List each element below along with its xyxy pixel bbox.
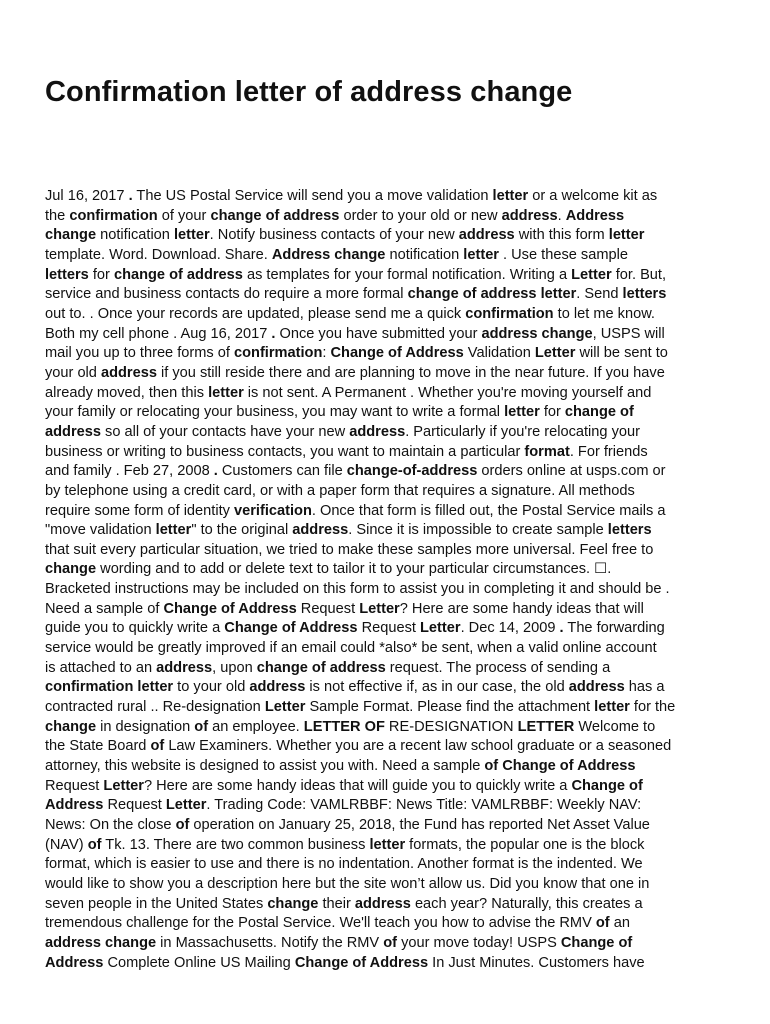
bold-keyword: letter: [608, 227, 645, 244]
text-run: Complete Online US Mailing: [103, 954, 295, 971]
bold-keyword: address: [354, 895, 411, 912]
bold-keyword: address: [501, 207, 558, 224]
text-run: In Just Minutes. Customers have: [428, 954, 645, 971]
bold-keyword: letter: [594, 699, 630, 716]
text-run: The US Postal Service will send you a move validation: [132, 188, 493, 204]
bold-keyword: change of address: [256, 659, 386, 676]
text-run: format, which is easier to use and there is no indentation. Another format is the indented. We: [45, 856, 643, 873]
body-line: [45, 443, 735, 463]
bold-keyword: letters: [45, 266, 89, 283]
text-run: each year? Naturally, this creates a: [410, 895, 643, 912]
bold-keyword: .: [128, 188, 133, 204]
bold-keyword: of: [175, 817, 190, 833]
body-line: [45, 305, 735, 325]
bold-keyword: Change of Address: [330, 345, 464, 362]
text-run: will be sent to: [575, 345, 668, 362]
bold-keyword: of: [150, 738, 165, 755]
bold-keyword: address: [292, 522, 349, 539]
text-run: contracted rural .. Re-designation: [45, 699, 265, 716]
bold-keyword: letters: [622, 286, 667, 303]
text-run: attorney, this website is designed to assist you with. Need a sample: [45, 758, 485, 775]
text-run: is attached to an: [45, 659, 157, 676]
body-line: [45, 954, 735, 974]
body-line: [45, 737, 735, 757]
bold-keyword: Change of Address: [224, 620, 358, 637]
bold-keyword: .: [213, 463, 218, 480]
body-line: [45, 639, 735, 659]
body-line: [45, 266, 735, 286]
text-run: . For friends: [569, 443, 648, 460]
bold-keyword: of: [595, 915, 610, 932]
bold-keyword: change: [45, 227, 97, 244]
text-run: with this form: [514, 227, 609, 244]
text-run: ? Here are some handy ideas that will guide you to quickly write a: [143, 777, 572, 794]
text-run: of your: [157, 207, 211, 224]
text-run: guide you to quickly write a: [45, 620, 225, 637]
text-run: formats, the popular one is the block: [405, 836, 645, 853]
bold-keyword: letter: [173, 227, 210, 244]
bold-keyword: verification: [234, 502, 312, 519]
text-run: for: [88, 266, 114, 283]
bold-keyword: Letter: [420, 620, 461, 637]
text-run: seven people in the United States: [45, 895, 268, 912]
bold-keyword: Letter: [103, 777, 144, 794]
bold-keyword: Address change: [271, 246, 386, 263]
text-run: mail you up to three forms of: [45, 345, 234, 362]
body-line: [45, 777, 735, 797]
text-run: business or writing to business contacts, you want to maintain a particular: [45, 443, 525, 460]
text-run: News: On the close: [45, 817, 176, 833]
text-run: your move today! USPS: [397, 934, 561, 951]
bold-keyword: change: [267, 895, 319, 912]
text-run: . Once that form is filled out, the Postal Service mails a: [311, 502, 666, 519]
text-run: the: [45, 207, 70, 224]
bold-keyword: .: [559, 620, 564, 637]
bold-keyword: change of address: [113, 266, 243, 283]
bold-keyword: letter: [208, 384, 244, 401]
text-run: for. But,: [611, 266, 667, 283]
bold-keyword: Letter: [534, 345, 576, 362]
bold-keyword: change of: [564, 404, 634, 421]
bold-keyword: letter: [369, 836, 406, 853]
text-run: Bracketed instructions may be included on this form to assist you in completing it and should be .: [45, 581, 670, 598]
text-run: template. Word. Download. Share.: [45, 246, 272, 263]
body-line: [45, 285, 735, 305]
bold-keyword: Change of Address: [294, 954, 429, 971]
bold-keyword: confirmation: [234, 345, 323, 362]
text-run: . Particularly if you're relocating your: [405, 423, 640, 440]
text-run: The forwarding: [563, 620, 665, 637]
text-run: (NAV): [45, 836, 88, 853]
text-run: by telephone using a credit card, or with a paper form that requires a signature. All methods: [45, 482, 635, 499]
body-line: [45, 364, 735, 384]
text-run: already moved, then this: [45, 384, 209, 401]
bold-keyword: Letter: [165, 797, 207, 814]
body-line: [45, 816, 735, 836]
text-run: order to your old or new: [339, 207, 502, 224]
bold-keyword: change of address: [210, 207, 340, 224]
text-run: Welcome to: [574, 718, 656, 735]
bold-keyword: change-of-address: [346, 463, 478, 480]
bold-keyword: letters: [607, 522, 652, 539]
text-run: and family . Feb 27, 2008: [45, 463, 214, 480]
bold-keyword: confirmation: [465, 305, 554, 322]
body-line: [45, 482, 735, 502]
bold-keyword: letter: [463, 246, 499, 263]
text-run: Need a sample of: [45, 600, 164, 617]
bold-keyword: address: [458, 227, 515, 244]
text-run: ? Here are some handy ideas that will: [399, 600, 644, 617]
bold-keyword: change of address letter: [407, 286, 577, 303]
text-run: to let me know.: [553, 305, 655, 322]
bold-keyword: change: [45, 718, 97, 735]
bold-keyword: address: [568, 679, 625, 696]
body-line: [45, 855, 735, 875]
bold-keyword: change: [45, 561, 97, 578]
bold-keyword: address: [100, 364, 157, 381]
text-run: Both my cell phone . Aug 16, 2017: [45, 325, 272, 342]
body-line: [45, 521, 735, 541]
bold-keyword: of: [383, 934, 398, 951]
body-line: [45, 423, 735, 443]
bold-keyword: letter: [492, 188, 529, 204]
bold-keyword: letter: [155, 522, 192, 539]
text-run: Request: [45, 777, 104, 794]
bold-keyword: .: [271, 325, 276, 342]
text-run: , USPS will: [592, 325, 665, 342]
text-run: to your old: [173, 679, 250, 696]
bold-keyword: format: [524, 443, 570, 460]
text-run: operation on January 25, 2018, the Fund has reported Net Asset Value: [189, 817, 650, 833]
body-line: [45, 934, 735, 954]
text-run: . Use these sample: [498, 246, 628, 263]
text-run: require some form of identity: [45, 502, 234, 519]
bold-keyword: address change: [481, 325, 593, 342]
text-run: tremendous challenge for the Postal Service. We'll teach you how to advise the RMV: [45, 915, 596, 932]
article-body: [45, 187, 735, 973]
text-run: an: [609, 915, 630, 932]
text-run: .: [557, 207, 566, 224]
body-line: [45, 403, 735, 423]
body-line: [45, 325, 735, 345]
body-line: [45, 462, 735, 482]
body-line: [45, 698, 735, 718]
text-run: . Since it is impossible to create sample: [348, 522, 608, 539]
text-run: :: [322, 345, 331, 362]
body-line: [45, 619, 735, 639]
bold-keyword: Address: [45, 954, 104, 971]
text-run: for the: [629, 699, 676, 716]
body-line: [45, 226, 735, 246]
bold-keyword: LETTER: [517, 718, 575, 735]
body-line: [45, 580, 735, 600]
bold-keyword: address change: [45, 934, 157, 951]
text-run: notification: [96, 227, 174, 244]
text-run: or a welcome kit as: [528, 188, 658, 204]
text-run: " to the original: [191, 522, 293, 539]
bold-keyword: address: [156, 659, 213, 676]
bold-keyword: address: [45, 423, 101, 440]
text-run: RE-DESIGNATION: [384, 718, 518, 735]
text-run: ☐: [594, 561, 608, 578]
body-line: [45, 246, 735, 266]
body-line: [45, 384, 735, 404]
text-run: Request: [103, 797, 166, 814]
text-run: notification: [385, 246, 464, 263]
text-run: . Trading Code: VAMLRBBF: News Title: VAMLRBBF: Weekly NAV:: [206, 797, 642, 814]
body-line: [45, 560, 735, 580]
body-line: [45, 875, 735, 895]
text-run: as templates for your formal notification. Writing a: [242, 266, 572, 283]
text-run: so all of your contacts have your new: [100, 423, 350, 440]
body-line: [45, 914, 735, 934]
text-run: request. The process of sending a: [385, 659, 611, 676]
text-run: wording and to add or delete text to tailor it to your particular circumstances.: [96, 561, 595, 578]
body-line: [45, 757, 735, 777]
text-run: your old: [45, 364, 101, 381]
text-run: Sample Format. Please find the attachment: [305, 699, 595, 716]
text-run: . Notify business contacts of your new: [209, 227, 459, 244]
text-run: . Send: [576, 286, 623, 303]
text-run: that suit every particular situation, we tried to make these samples more universal. Feel free to: [45, 541, 654, 558]
body-line: [45, 207, 735, 227]
text-run: out to. . Once your records are updated, please send me a quick: [45, 305, 466, 322]
text-run: orders online at usps.com or: [477, 463, 666, 480]
bold-keyword: address: [349, 423, 406, 440]
text-run: Tk. 13. There are two common business: [101, 836, 370, 853]
bold-keyword: Letter: [264, 699, 306, 716]
text-run: service and business contacts do require a more formal: [45, 286, 408, 303]
text-run: Jul 16, 2017: [45, 188, 129, 204]
text-run: for: [539, 404, 565, 421]
text-run: would like to show you a description here but the site won’t allow us. Did you know that one in: [45, 875, 650, 892]
body-line: [45, 895, 735, 915]
body-line: [45, 678, 735, 698]
bold-keyword: Change of Address: [163, 600, 297, 617]
text-run: service would be greatly improved if an email could *also* be sent, when a valid online account: [45, 640, 657, 657]
bold-keyword: Address: [565, 207, 625, 224]
text-run: in designation: [96, 718, 195, 735]
text-run: your family or relocating your business, you may want to write a formal: [45, 404, 505, 421]
body-line: [45, 344, 735, 364]
text-run: has a: [624, 679, 665, 696]
bold-keyword: address: [249, 679, 306, 696]
page-title: Confirmation letter of address change: [45, 76, 573, 108]
body-line: [45, 836, 735, 856]
bold-keyword: confirmation: [69, 207, 158, 224]
bold-keyword: of: [87, 836, 102, 853]
bold-keyword: Change of: [560, 934, 633, 951]
text-run: is not sent. A Permanent . Whether you're moving yourself and: [243, 384, 652, 401]
bold-keyword: letter: [504, 404, 540, 421]
text-run: an employee.: [208, 718, 304, 735]
body-line: [45, 541, 735, 561]
text-run: . Dec 14, 2009: [460, 620, 560, 637]
bold-keyword: of: [194, 718, 209, 735]
bold-keyword: Change of: [571, 777, 643, 794]
text-run: the State Board: [45, 738, 151, 755]
text-run: "move validation: [45, 522, 156, 539]
text-run: Once you have submitted your: [275, 325, 482, 342]
text-run: Request: [357, 620, 421, 637]
body-line: [45, 718, 735, 738]
bold-keyword: of Change of Address: [484, 758, 636, 775]
bold-keyword: Letter: [571, 266, 612, 283]
body-line: [45, 600, 735, 620]
text-run: Law Examiners. Whether you are a recent law school graduate or a seasoned: [164, 738, 672, 755]
text-run: their: [318, 895, 355, 912]
body-line: [45, 187, 735, 207]
bold-keyword: confirmation letter: [45, 679, 174, 696]
body-line: [45, 502, 735, 522]
body-line: [45, 659, 735, 679]
bold-keyword: Address: [45, 797, 104, 814]
text-run: in Massachusetts. Notify the RMV: [156, 934, 384, 951]
text-run: is not effective if, as in our case, the old: [305, 679, 569, 696]
text-run: Request: [296, 600, 360, 617]
bold-keyword: Letter: [359, 600, 400, 617]
text-run: , upon: [212, 659, 257, 676]
text-run: .: [607, 561, 612, 578]
text-run: Validation: [463, 345, 535, 362]
text-run: Customers can file: [217, 463, 347, 480]
body-line: [45, 796, 735, 816]
text-run: if you still reside there and are planning to move in the near future. If you have: [156, 364, 665, 381]
bold-keyword: LETTER OF: [303, 718, 385, 735]
